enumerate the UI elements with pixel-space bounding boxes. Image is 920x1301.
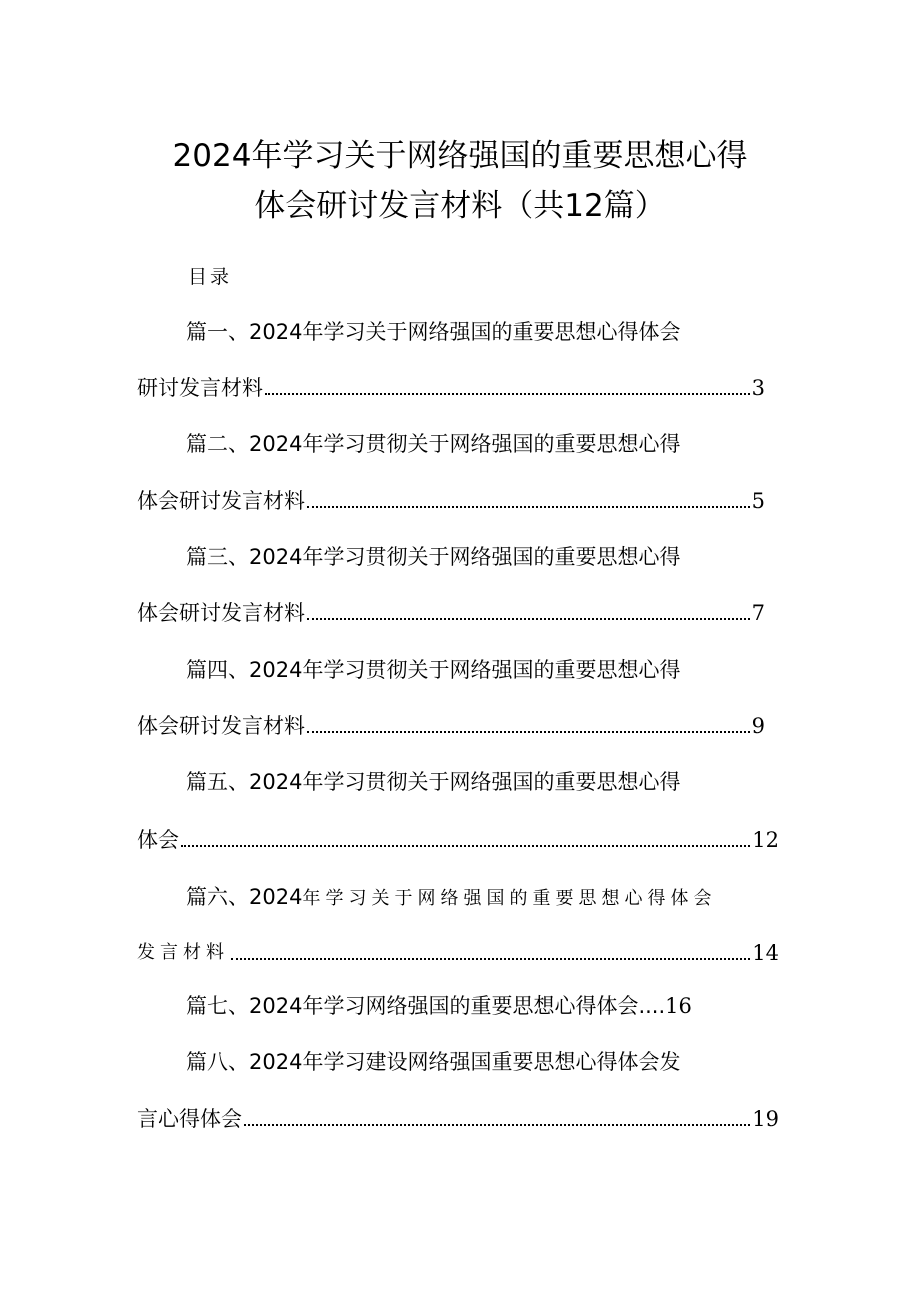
toc-entry-title-continuation: 体会研讨发言材料 bbox=[137, 601, 305, 625]
toc-entry-title-continuation: 发言材料 bbox=[137, 942, 229, 963]
toc-entry-8-line-1[interactable]: 篇八、2024年学习建设网络强国重要思想心得体会发 bbox=[186, 1050, 681, 1074]
dot-leader bbox=[231, 957, 750, 960]
dot-leader bbox=[181, 844, 750, 847]
toc-entry-4-line-1[interactable]: 篇四、2024年学习贯彻关于网络强国的重要思想心得 bbox=[186, 658, 681, 682]
toc-entry-4-line-2[interactable] bbox=[137, 711, 765, 741]
toc-entry-2-line-2[interactable] bbox=[137, 486, 765, 516]
toc-page-number: 19 bbox=[752, 1107, 779, 1131]
toc-entry-8-line-2[interactable] bbox=[137, 1104, 779, 1134]
toc-entry-1-line-2[interactable] bbox=[137, 373, 765, 403]
toc-entry-5-line-2[interactable] bbox=[137, 825, 779, 855]
toc-page-number: 16 bbox=[665, 994, 692, 1018]
toc-page-number: 9 bbox=[751, 714, 765, 738]
toc-entry-6-line-1[interactable] bbox=[186, 882, 746, 914]
toc-entry-title: 篇七、2024年学习网络强国的重要思想心得体会 bbox=[186, 994, 639, 1018]
dot-leader bbox=[307, 730, 750, 733]
toc-page-number: 5 bbox=[751, 489, 765, 513]
toc-entry-1-line-1[interactable]: 篇一、2024年学习关于网络强国的重要思想心得体会 bbox=[186, 320, 681, 344]
toc-entry-3-line-2[interactable] bbox=[137, 598, 765, 628]
toc-entry-7[interactable] bbox=[186, 991, 786, 1021]
dot-leader bbox=[307, 505, 750, 508]
toc-entry-5-line-1[interactable]: 篇五、2024年学习贯彻关于网络强国的重要思想心得 bbox=[186, 770, 681, 794]
dot-leader: .... bbox=[638, 994, 666, 1018]
document-title-line-2: 体会研讨发言材料（共12篇） bbox=[254, 188, 666, 224]
toc-entry-title-continuation: 研讨发言材料 bbox=[137, 376, 263, 400]
toc-entry-2-line-1[interactable]: 篇二、2024年学习贯彻关于网络强国的重要思想心得 bbox=[186, 432, 681, 456]
dot-leader bbox=[244, 1123, 750, 1126]
toc-entry-prefix: 篇六、2024 bbox=[186, 885, 303, 909]
toc-entry-3-line-1[interactable]: 篇三、2024年学习贯彻关于网络强国的重要思想心得 bbox=[186, 545, 681, 569]
toc-entry-6-line-2[interactable] bbox=[137, 938, 779, 968]
toc-heading: 目录 bbox=[188, 266, 233, 288]
toc-entry-title-continuation: 体会 bbox=[137, 828, 179, 852]
toc-page-number: 3 bbox=[751, 376, 765, 400]
toc-entry-title-rest: 年学习关于网络强国的重要思想心得体会 bbox=[302, 888, 717, 909]
toc-page-number: 14 bbox=[752, 941, 779, 965]
toc-page-number: 7 bbox=[751, 601, 765, 625]
document-title-line-1: 2024年学习关于网络强国的重要思想心得 bbox=[172, 138, 748, 174]
toc-entry-title-continuation: 体会研讨发言材料 bbox=[137, 489, 305, 513]
dot-leader bbox=[307, 617, 750, 620]
toc-entry-title-continuation: 体会研讨发言材料 bbox=[137, 714, 305, 738]
dot-leader bbox=[265, 392, 750, 395]
toc-page-number: 12 bbox=[752, 828, 779, 852]
toc-entry-title-continuation: 言心得体会 bbox=[137, 1107, 242, 1131]
